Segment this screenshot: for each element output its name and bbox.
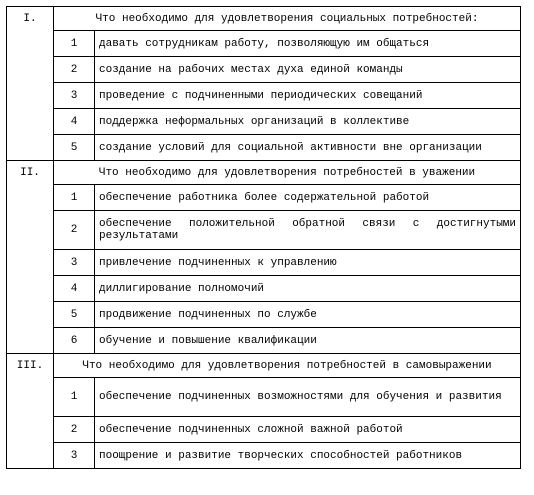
table-row bbox=[7, 443, 521, 469]
item-number: 2 bbox=[54, 57, 95, 83]
item-number: 1 bbox=[54, 378, 95, 417]
item-number: 3 bbox=[54, 83, 95, 109]
table-row bbox=[7, 57, 521, 83]
item-number: 5 bbox=[54, 302, 95, 328]
item-text: обеспечение работника более содержательной работой bbox=[95, 185, 521, 211]
section-title: Что необходимо для удовлетворения социальных потребностей: bbox=[54, 7, 521, 31]
section-header-row bbox=[7, 161, 521, 185]
table-row bbox=[7, 250, 521, 276]
section-number: II. bbox=[7, 161, 54, 354]
item-text: продвижение подчиненных по службе bbox=[95, 302, 521, 328]
section-title: Что необходимо для удовлетворения потребностей в уважении bbox=[54, 161, 521, 185]
table-row bbox=[7, 185, 521, 211]
item-number: 2 bbox=[54, 417, 95, 443]
item-number: 5 bbox=[54, 135, 95, 161]
item-text: обеспечение подчиненных возможностями для обучения и развития bbox=[95, 378, 521, 417]
section-title: Что необходимо для удовлетворения потребностей в самовыражении bbox=[54, 354, 521, 378]
item-text: давать сотрудникам работу, позволяющую им общаться bbox=[95, 31, 521, 57]
item-number: 1 bbox=[54, 185, 95, 211]
item-number: 4 bbox=[54, 276, 95, 302]
section-number: I. bbox=[7, 7, 54, 161]
item-text: диллигирование полномочий bbox=[95, 276, 521, 302]
table-row bbox=[7, 276, 521, 302]
item-text: обучение и повышение квалификации bbox=[95, 328, 521, 354]
item-text: обеспечение положительной обратной связи с достигнутыми результатами bbox=[95, 211, 521, 250]
section-header-row bbox=[7, 7, 521, 31]
table-row bbox=[7, 109, 521, 135]
item-text: проведение с подчиненными периодических совещаний bbox=[95, 83, 521, 109]
item-text: обеспечение подчиненных сложной важной работой bbox=[95, 417, 521, 443]
section-header-row bbox=[7, 354, 521, 378]
item-text: поддержка неформальных организаций в коллективе bbox=[95, 109, 521, 135]
table-row bbox=[7, 83, 521, 109]
table-row bbox=[7, 135, 521, 161]
section-number: III. bbox=[7, 354, 54, 469]
item-number: 1 bbox=[54, 31, 95, 57]
needs-table bbox=[6, 6, 521, 469]
item-number: 6 bbox=[54, 328, 95, 354]
item-number: 3 bbox=[54, 250, 95, 276]
item-number: 2 bbox=[54, 211, 95, 250]
item-text: поощрение и развитие творческих способностей работников bbox=[95, 443, 521, 469]
table-row bbox=[7, 211, 521, 250]
needs-table-container bbox=[6, 6, 521, 469]
item-text: создание на рабочих местах духа единой команды bbox=[95, 57, 521, 83]
table-row bbox=[7, 378, 521, 417]
item-number: 3 bbox=[54, 443, 95, 469]
table-row bbox=[7, 328, 521, 354]
table-row bbox=[7, 302, 521, 328]
table-row bbox=[7, 417, 521, 443]
item-text: привлечение подчиненных к управлению bbox=[95, 250, 521, 276]
table-row bbox=[7, 31, 521, 57]
item-text: создание условий для социальной активности вне организации bbox=[95, 135, 521, 161]
item-number: 4 bbox=[54, 109, 95, 135]
